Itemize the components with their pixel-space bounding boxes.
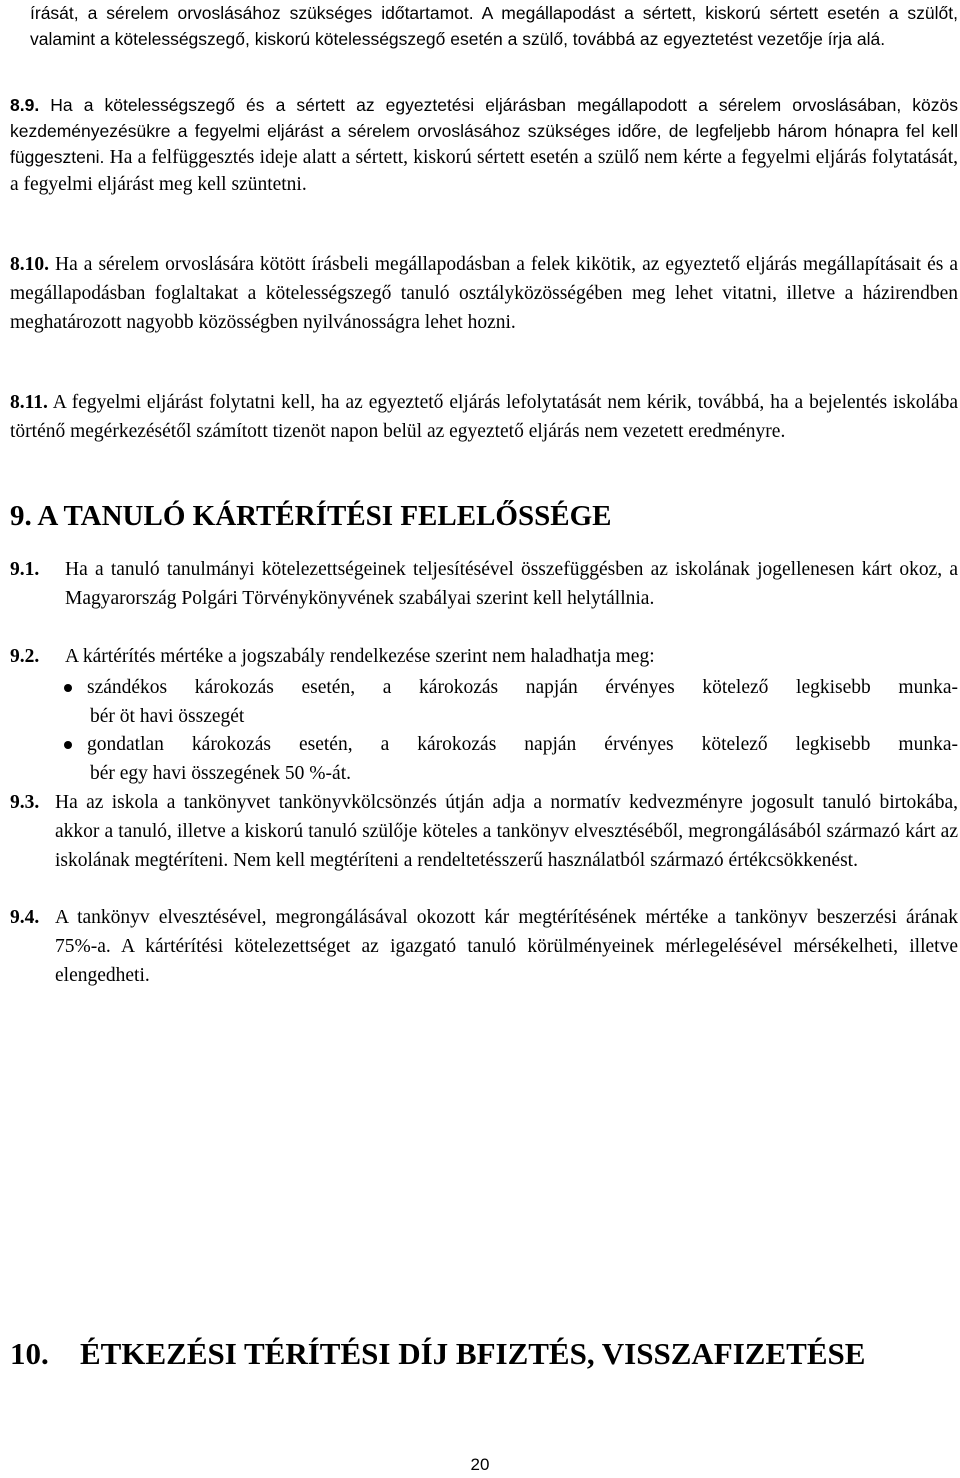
item-9-3 [10,788,958,875]
item-number: 9.2. [10,646,40,667]
paragraph-number: 8.9. [10,95,40,115]
section-number: 10. [10,1336,49,1371]
paragraph-text: Ha a kötelességszegő és a sértett az egyeztetési eljárásban megállapodott a sérelem orvoslásában, közös kezdeményezésükre a fegyelmi eljárást a sérelem orvoslásához szükséges időre, de legfeljebb három hónapra fel kell függeszteni. [10,95,958,167]
item-text: Ha a tanuló tanulmányi kötelezettségeinek teljesítésével összefüggésben az iskolának jogellenesen kárt okoz, a Magyarország Polgári Törvénykönyvének szabályai szerint kell helytállnia. [65,559,958,609]
intro-paragraph: írását, a sérelem orvoslásához szükséges időtartamot. A megállapodást a sértett, kiskorú sértett esetén a szülőt, valamint a kötelességszegő, kiskorú kötelességszegő esetén a szülő, továbbá az egyeztetést vezetője írja alá. [30,3,958,49]
item-text: Ha az iskola a tankönyvet tankönyvkölcsönzés útján adja a normatív kedvezményre jogosult tanuló birtokába, akkor a tanuló, illetve a kiskorú tanuló szülője köteles a tankönyv elvesztéséből, megrongálásából származó kárt az iskolának megtéríteni. Nem kell megtéríteni a rendeltetésszerű használatból származó értékcsökkenést. [55,792,958,871]
paragraph-text-2: Ha a felfüggesztés ideje alatt a sértett, kiskorú sértett esetén a szülő nem kérte a fegyelmi eljárás folytatását, a fegyelmi eljárást meg kell szüntetni. [10,147,958,195]
bullet-item [64,730,958,788]
item-9-2 [10,642,958,671]
item-number: 9.1. [10,559,40,580]
paragraph-text: Ha a sérelem orvoslására kötött írásbeli megállapodásban a felek kikötik, az egyeztető eljárás megállapításait és a megállapodásban foglaltakat a kötelességszegő tanuló osztályközösségében meg lehet vitatni, illetve a házirendben meghatározott nagyobb közösségben nyilvánosságra lehet hozni. [10,254,959,333]
bullet-text: szándékos károkozás esetén, a károkozás napján érvényes kötelező legkisebb munka- [87,677,958,698]
section-10-heading [10,1335,865,1373]
bullet-text: gondatlan károkozás esetén, a károkozás napján érvényes kötelező legkisebb munka- [87,734,958,755]
item-number: 9.3. [10,792,40,813]
item-9-1 [10,555,958,613]
bullet-text-continued: bér egy havi összegének 50 %-át. [90,763,351,784]
section-title: ÉTKEZÉSI TÉRÍTÉSI DÍJ BFIZTÉS, VISSZAFIZETÉSE [80,1336,866,1371]
bullet-icon [64,684,72,692]
paragraph-number: 8.11. [10,392,48,413]
paragraph-8-9 [10,92,958,198]
paragraph-text: A fegyelmi eljárást folytatni kell, ha az egyeztető eljárás lefolytatását nem kérik, továbbá, ha a bejelentés iskolába történő megérkezésétől számított tizenöt napon belül az egyeztető eljárás nem vezetett eredményre. [10,392,958,442]
item-text: A tankönyv elvesztésével, megrongálásával okozott kár megtérítésének mértéke a tankönyv beszerzési árának 75%-a. A kártérítési kötelezettséget az igazgató tanuló körülményeinek mérlegelésével mérsékelheti, illetve elengedheti. [55,907,958,986]
item-9-4 [10,903,958,990]
bullet-icon [64,741,72,749]
item-text: A kártérítés mértéke a jogszabály rendelkezése szerint nem haladhatja meg: [65,646,655,667]
section-9-heading: 9. A TANULÓ KÁRTÉRÍTÉSI FELELŐSSÉGE [10,500,612,532]
page-number: 20 [470,1455,490,1474]
paragraph-number: 8.10. [10,254,49,275]
bullet-item [64,673,958,731]
paragraph-8-11 [10,388,958,446]
bullet-text-continued: bér öt havi összegét [90,706,245,727]
item-number: 9.4. [10,907,40,928]
paragraph-8-10 [10,250,958,337]
